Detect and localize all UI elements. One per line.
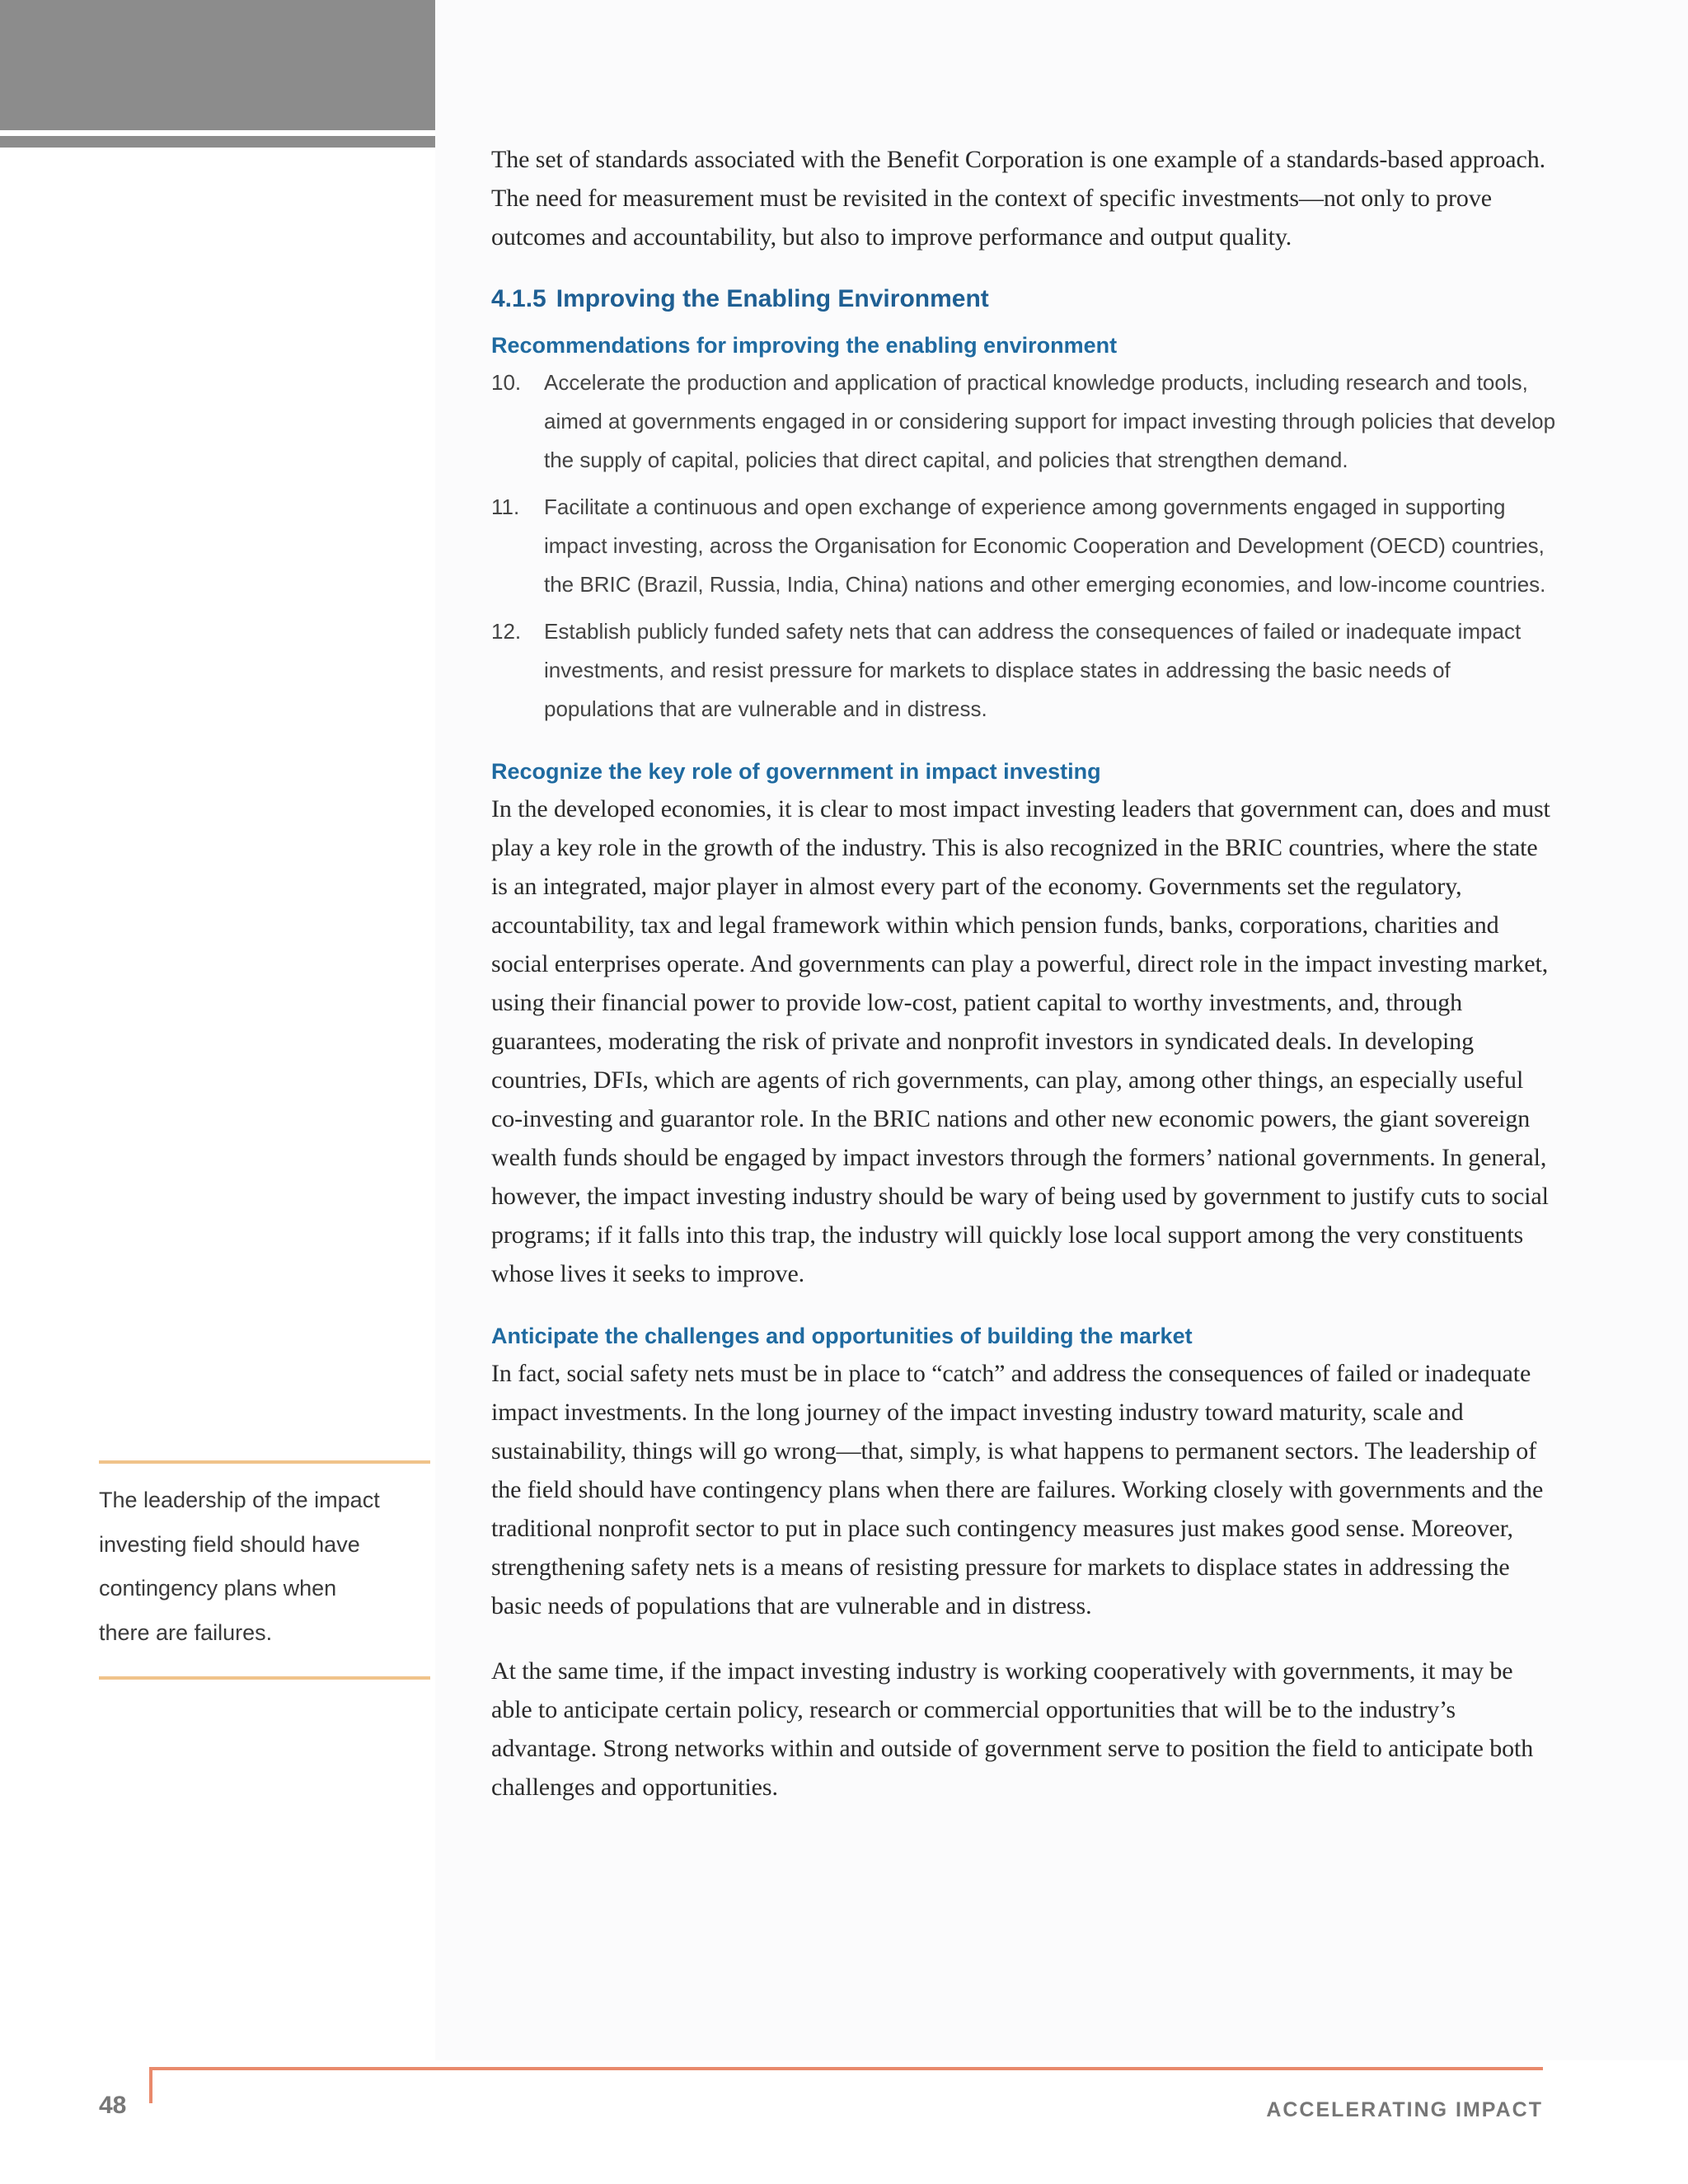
list-item [491, 488, 1559, 604]
list-item [491, 363, 1559, 480]
challenges-paragraph-2: At the same time, if the impact investing industry is working cooperatively with governments, it may be able to anticipate certain policy, research or commercial opportunities that will be to the industry’s advantage. Strong networks within and outside of government serve to position the field to anticipate both challenges and opportunities. [491, 1657, 1534, 1801]
page-number: 48 [99, 2092, 127, 2119]
running-title: ACCELERATING IMPACT [1266, 2098, 1543, 2121]
list-item [491, 612, 1559, 729]
list-item-number: 11. [491, 494, 520, 519]
list-item-text: Establish publicly funded safety nets that can address the consequences of failed or inadequate impact investments, and resist pressure for markets to displace states in addressing the basic needs of populations that are vulnerable and in distress. [544, 619, 1522, 721]
list-item-text: Facilitate a continuous and open exchange of experience among governments engaged in supporting impact investing, across the Organisation for Economic Cooperation and Development (OECD) countries, the BRIC (Brazil, Russia, India, China) nations and other emerging economies, and low-income countries. [544, 494, 1546, 597]
pull-quote-text: The leadership of the impact investing field should have contingency plans when there are failures. [99, 1488, 380, 1645]
main-column [491, 140, 1559, 1833]
corner-decoration-rule [0, 136, 435, 148]
section-number: 4.1.5 [491, 285, 546, 312]
challenges-paragraph-1: In fact, social safety nets must be in place to “catch” and address the consequences of failed or inadequate impact investments. In the long journey of the impact investing industry toward maturity, scale and sustainability, things will go wrong—that, simply, is what happens to permanent sectors. The leadership of the field should have contingency plans when there are failures. Working closely with governments and the traditional nonprofit sector to put in place such contingency measures just makes good sense. Moreover, strengthening safety nets is a means of resisting pressure for markets to displace states in addressing the basic needs of populations that are vulnerable and in distress. [491, 1360, 1544, 1619]
government-role-heading: Recognize the key role of government in impact investing [491, 759, 1101, 784]
section-title: Improving the Enabling Environment [556, 285, 989, 312]
list-item-text: Accelerate the production and application of practical knowledge products, including research and tools, aimed at governments engaged in or considering support for impact investing through policies that develop the supply of capital, policies that direct capital, and policies that strengthen demand. [544, 370, 1556, 472]
intro-paragraph: The set of standards associated with the Benefit Corporation is one example of a standards-based approach. The need for measurement must be revisited in the context of specific investments—not only to prove outcomes and accountability, but also to improve performance and output quality. [491, 146, 1545, 251]
footer-rule-tick [149, 2067, 152, 2103]
government-role-paragraph: In the developed economies, it is clear to most impact investing leaders that government can, does and must play a key role in the growth of the industry. This is also recognized in the BRIC countries, where the state is an integrated, major player in almost every part of the economy. Governments set the regulatory, accountability, tax and legal framework within which pension funds, banks, corporations, charities and social enterprises operate. And governments can play a powerful, direct role in the impact investing market, using their financial power to provide low-cost, patient capital to worthy investments, and, through guarantees, moderating the risk of private and nonprofit investors in syndicated deals. In developing countries, DFIs, which are agents of rich governments, can play, among other things, an especially useful co-investing and guarantor role. In the BRIC nations and other new economic powers, the giant sovereign wealth funds should be engaged by impact investors through the formers’ national governments. In general, however, the impact investing industry should be wary of being used by government to justify cuts to social programs; if it falls into this trap, the industry will quickly lose local support among the very constituents whose lives it seeks to improve. [491, 795, 1550, 1287]
corner-decoration-block [0, 0, 435, 130]
list-item-number: 12. [491, 619, 522, 644]
recommendations-list [491, 363, 1559, 729]
challenges-heading: Anticipate the challenges and opportunities of building the market [491, 1324, 1193, 1348]
recommendations-heading: Recommendations for improving the enabling environment [491, 333, 1118, 358]
footer-rule [149, 2067, 1543, 2070]
pull-quote [99, 1460, 430, 1680]
list-item-number: 10. [491, 370, 522, 395]
section-heading [491, 283, 1559, 316]
